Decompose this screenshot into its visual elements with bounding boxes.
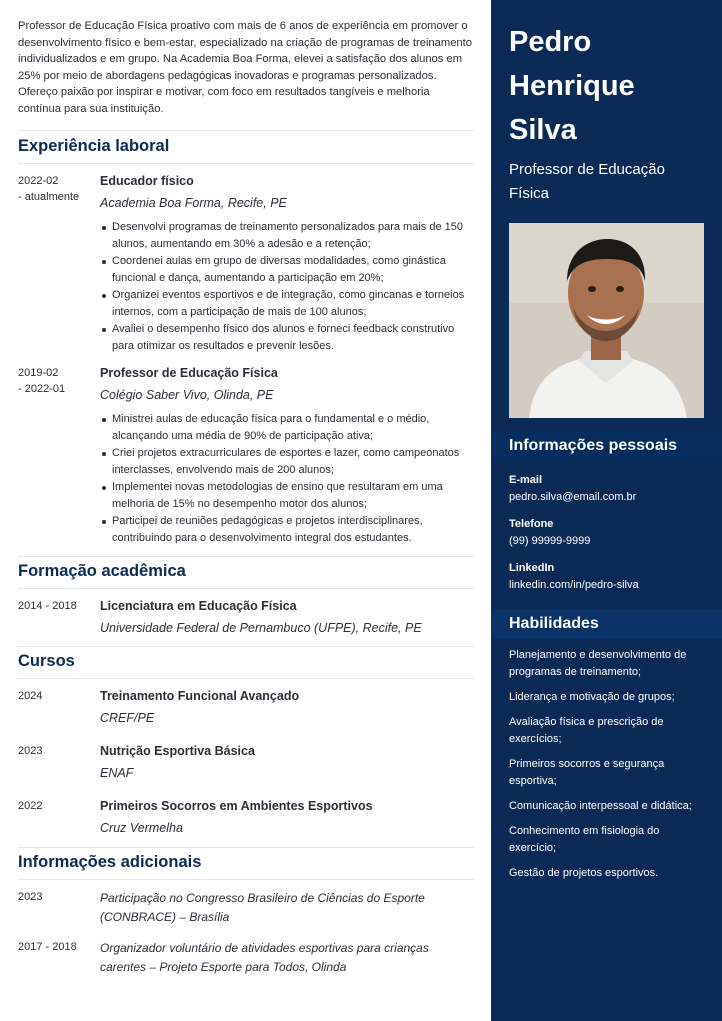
course-name: Nutrição Esportiva Básica (100, 743, 255, 758)
job-bullets (100, 411, 474, 547)
job-bullet: Criei projetos extracurriculares de esportes e lazer, como campeonatos interclasses, envolvendo mais de 200 alunos; (100, 445, 474, 479)
job-role: Professor de Educação Física (100, 365, 278, 380)
email-label: E-mail (509, 474, 543, 486)
additional-date: 2023 (18, 890, 43, 903)
course-org: ENAF (100, 765, 134, 780)
course-entry (18, 688, 474, 726)
job-bullet: Avaliei o desempenho físico dos alunos e forneci feedback construtivo para otimizar os resultados e prevenir lesões. (100, 321, 474, 355)
skills-heading: Habilidades (491, 609, 722, 639)
profile-photo (509, 223, 704, 418)
job-role: Educador físico (100, 173, 194, 188)
skill-item: Primeiros socorros e segurança esportiva; (509, 758, 665, 787)
additional-entry (18, 939, 474, 977)
additional-text: Organizador voluntário de atividades esportivas para crianças carentes – Projeto Esporte para Todos, Olinda (100, 940, 429, 974)
additional-heading: Informações adicionais (18, 847, 474, 880)
education-date: 2014 - 2018 (18, 599, 77, 612)
job-entry (18, 173, 474, 355)
linkedin-value[interactable]: linkedin.com/in/pedro-silva (509, 579, 639, 591)
job-bullet: Organizei eventos esportivos e de integração, como gincanas e torneios internos, com a participação de mais de 100 alunos; (100, 287, 474, 321)
job-date: 2019-02 - 2022-01 (18, 366, 66, 395)
job-bullet: Participei de reuniões pedagógicas e projetos interdisciplinares, contribuindo para o desenvolvimento integral dos estudantes. (100, 513, 474, 547)
job-bullets (100, 219, 474, 355)
job-company: Colégio Saber Vivo, Olinda, PE (100, 387, 274, 402)
course-date: 2023 (18, 744, 43, 757)
profile-photo-illustration (509, 223, 704, 418)
experience-heading: Experiência laboral (18, 130, 474, 164)
education-heading: Formação acadêmica (18, 556, 474, 589)
skill-item: Avaliação física e prescrição de exercícios; (509, 716, 664, 745)
education-school: Universidade Federal de Pernambuco (UFPE), Recife, PE (100, 620, 422, 635)
additional-date: 2017 - 2018 (18, 940, 77, 953)
job-bullet: Coordenei aulas em grupo de diversas modalidades, como ginástica funcional e dança, aumentando a participação em 20%; (100, 253, 474, 287)
skill-item: Comunicação interpessoal e didática; (509, 800, 692, 812)
job-entry (18, 365, 474, 547)
course-org: CREF/PE (100, 710, 155, 725)
education-entry (18, 598, 474, 636)
job-bullet: Desenvolvi programas de treinamento personalizados para mais de 150 alunos, aumentando em 30% a adesão e a retenção; (100, 219, 474, 253)
education-degree: Licenciatura em Educação Física (100, 598, 297, 613)
candidate-name: Pedro Henrique Silva (509, 26, 635, 146)
course-entry (18, 743, 474, 781)
phone-label: Telefone (509, 518, 554, 530)
course-entry (18, 798, 474, 836)
job-bullet: Ministrei aulas de educação física para o fundamental e o médio, alcançando uma média de 90% de participação ativa; (100, 411, 474, 445)
courses-heading: Cursos (18, 646, 474, 679)
personal-info (491, 473, 722, 593)
additional-text: Participação no Congresso Brasileiro de Ciências do Esporte (CONBRACE) – Brasília (100, 890, 425, 924)
course-name: Treinamento Funcional Avançado (100, 688, 300, 703)
skills-list (491, 647, 722, 882)
email-value[interactable]: pedro.silva@email.com.br (509, 491, 637, 503)
skill-item: Gestão de projetos esportivos. (509, 867, 659, 879)
additional-entry (18, 889, 474, 927)
job-date: 2022-02 - atualmente (18, 174, 80, 203)
course-date: 2024 (18, 689, 43, 702)
skill-item: Conhecimento em fisiologia do exercício; (509, 825, 660, 854)
course-org: Cruz Vermelha (100, 820, 183, 835)
profile-summary: Professor de Educação Física proativo com mais de 6 anos de experiência em promover o desenvolvimento físico e bem-estar, especializado na criação de programas de treinamento individualizados e em grupo. Na Academia Boa Forma, elevei a satisfação dos alunos em 25% por meio de abordagens pedagógicas inovadoras e programas personalizados. Ofereço paixão por inspirar e motivar, com foco em resultados tangíveis e melhoria contínua para sua instituição. (18, 20, 472, 115)
candidate-title: Professor de Educação Física (509, 161, 665, 202)
sidebar (491, 0, 722, 1021)
linkedin-label: LinkedIn (509, 562, 555, 574)
course-name: Primeiros Socorros em Ambientes Esportivos (100, 798, 373, 813)
skill-item: Planejamento e desenvolvimento de programas de treinamento; (509, 649, 687, 678)
job-bullet: Implementei novas metodologias de ensino que resultaram em uma melhoria de 15% no desempenho motor dos alunos; (100, 479, 474, 513)
personal-info-heading: Informações pessoais (491, 431, 722, 461)
skill-item: Liderança e motivação de grupos; (509, 691, 675, 703)
phone-value[interactable]: (99) 99999-9999 (509, 535, 591, 547)
job-company: Academia Boa Forma, Recife, PE (100, 195, 287, 210)
course-date: 2022 (18, 799, 43, 812)
